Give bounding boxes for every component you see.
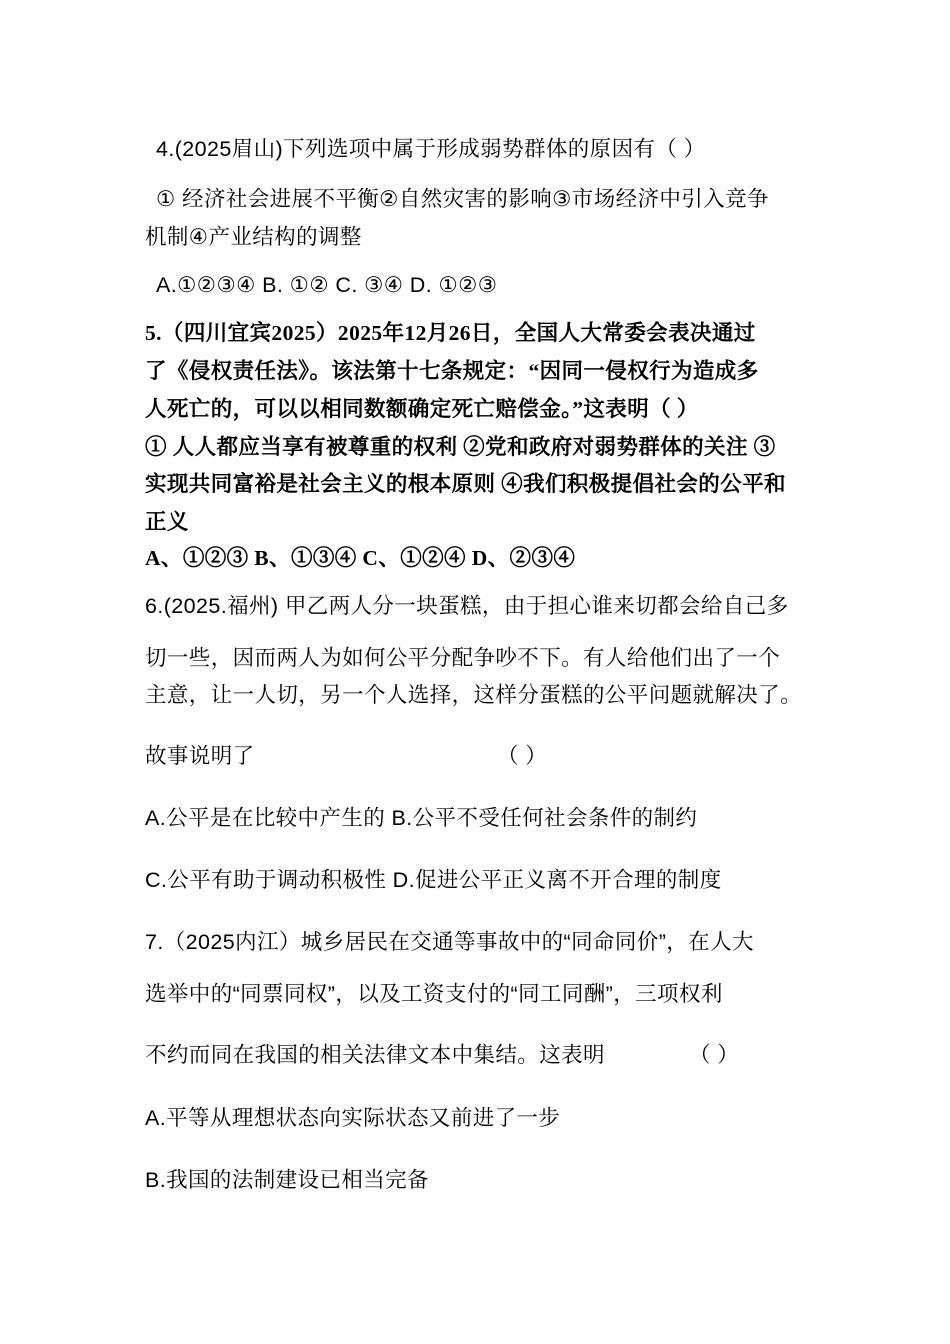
q4-stem: 4.(2025眉山)下列选项中属于形成弱势群体的原因有（ ） bbox=[156, 137, 706, 161]
q6-stem-line4: 故事说明了 bbox=[145, 744, 255, 768]
q5-items-line2: 实现共同富裕是社会主义的根本原则 ④我们积极提倡社会的公平和 bbox=[145, 472, 786, 496]
q7-stem-line1: 7.（2025内江）城乡居民在交通等事故中的“同命同价”，在人大 bbox=[145, 930, 754, 954]
q5-options: A、①②③ B、①③④ C、①②④ D、②③④ bbox=[145, 546, 576, 570]
q5-stem-line1: 5.（四川宜宾2025）2025年12月26日，全国人大常委会表决通过 bbox=[145, 321, 756, 345]
q5-items-line3: 正义 bbox=[145, 510, 189, 534]
q6-answer-paren: （ ） bbox=[497, 744, 548, 768]
q6-options-cd: C.公平有助于调动积极性 D.促进公平正义离不开合理的制度 bbox=[145, 868, 722, 892]
q4-items-line1: ① 经济社会进展不平衡②自然灾害的影响③市场经济中引入竞争 bbox=[156, 187, 769, 211]
q4-options: A.①②③④ B. ①② C. ③④ D. ①②③ bbox=[156, 273, 498, 297]
q7-stem-line3: 不约而同在我国的相关法律文本中集结。这表明 bbox=[145, 1043, 605, 1067]
q6-options-ab: A.公平是在比较中产生的 B.公平不受任何社会条件的制约 bbox=[145, 806, 698, 830]
q6-stem-line3: 主意，让一人切，另一个人选择，这样分蛋糕的公平问题就解决了。 bbox=[145, 683, 803, 707]
q5-items-line1: ① 人人都应当享有被尊重的权利 ②党和政府对弱势群体的关注 ③ bbox=[145, 435, 776, 459]
q7-option-a: A.平等从理想状态向实际状态又前进了一步 bbox=[145, 1106, 561, 1130]
q6-stem-line1: 6.(2025.福州) 甲乙两人分一块蛋糕，由于担心谁来切都会给自己多 bbox=[145, 594, 789, 618]
q7-stem-line2: 选举中的“同票同权”，以及工资支付的“同工同酬”，三项权利 bbox=[145, 982, 723, 1006]
q7-option-b: B.我国的法制建设已相当完备 bbox=[145, 1168, 429, 1192]
q4-items-line2: 机制④产业结构的调整 bbox=[145, 225, 362, 249]
q7-answer-paren: （ ） bbox=[689, 1043, 740, 1067]
q5-stem-line3: 人死亡的，可以以相同数额确定死亡赔偿金。”这表明（ ） bbox=[145, 397, 699, 421]
q5-stem-line2: 了《侵权责任法》。该法第十七条规定：“因同一侵权行为造成多 bbox=[145, 359, 759, 383]
q6-stem-line2: 切一些，因而两人为如何公平分配争吵不下。有人给他们出了一个 bbox=[145, 646, 781, 670]
